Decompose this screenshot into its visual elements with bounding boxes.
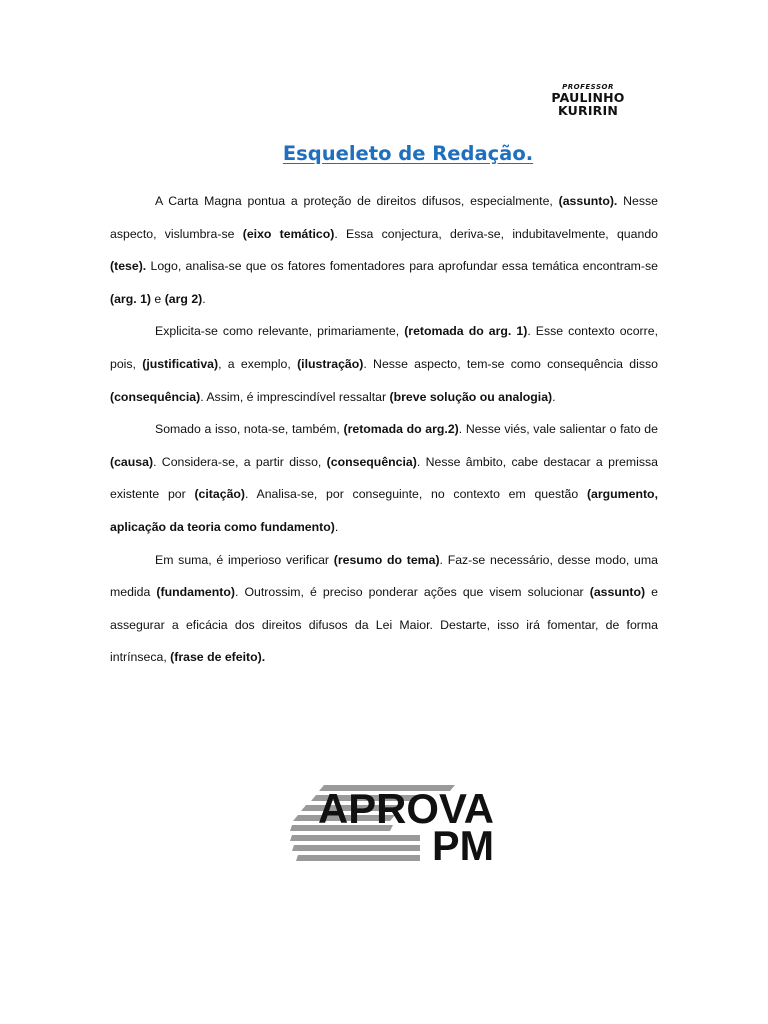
- placeholder-term: (causa): [110, 454, 154, 469]
- brand-subtitle: PROFESSOR: [562, 83, 614, 91]
- placeholder-term: (frase de efeito).: [170, 650, 266, 665]
- placeholder-term: (arg. 1): [110, 291, 151, 306]
- paragraph-text: A Carta Magna pontua a proteção de direitos difusos, especialmente,: [155, 194, 559, 208]
- paragraph-text: . Nesse âmbito, cabe destacar a premissa existente por: [110, 454, 658, 502]
- placeholder-term: (consequência): [110, 389, 201, 404]
- paragraph-text: Somado a isso, nota-se, também,: [155, 422, 344, 437]
- paragraph: [110, 315, 658, 413]
- placeholder-term: (breve solução ou analogia): [389, 389, 553, 404]
- placeholder-term: (citação): [194, 487, 246, 502]
- placeholder-term: (assunto): [589, 585, 646, 600]
- document-title: Esqueleto de Redação.: [282, 142, 534, 165]
- placeholder-term: (resumo do tema): [333, 552, 440, 567]
- paragraph-text: . Assim, é imprescindível ressaltar: [200, 389, 390, 404]
- paragraph-text: . Essa conjectura, deriva-se, indubitavelmente, quando: [334, 226, 658, 241]
- placeholder-term: (argumento, aplicação da teoria como fundamento): [110, 487, 658, 534]
- paragraph-text: Em suma, é imperioso verificar: [155, 552, 334, 567]
- logo-line2: PM: [432, 822, 494, 865]
- paragraph-text: Logo, analisa-se que os fatores fomentadores para aprofundar essa temática encontram-se: [146, 259, 658, 274]
- paragraph-text: e assegurar a eficácia dos direitos difusos da Lei Maior. Destarte, isso irá fomentar, de forma intrínseca,: [110, 585, 658, 665]
- header-brand: [530, 84, 646, 117]
- paragraph: [110, 185, 658, 315]
- paragraph-text: . Faz-se necessário, desse modo, uma medida: [110, 552, 658, 600]
- paragraph-text: .: [334, 519, 339, 534]
- aprova-pm-logo: [290, 783, 495, 865]
- placeholder-term: (retomada do arg. 1): [404, 324, 528, 339]
- placeholder-term: (justificativa): [142, 356, 219, 371]
- paragraph: [110, 544, 658, 674]
- logo-line1: APROVA: [318, 785, 494, 832]
- placeholder-term: (retomada do arg.2): [343, 422, 459, 437]
- placeholder-term: (tese).: [110, 259, 147, 274]
- paragraph-text: , a exemplo,: [218, 356, 298, 371]
- placeholder-term: (ilustração): [297, 356, 364, 371]
- paragraph-text: . Esse contexto ocorre, pois,: [110, 324, 658, 371]
- paragraph-text: .: [552, 389, 556, 404]
- paragraph-text: . Nesse aspecto, tem-se como consequência disso: [363, 356, 658, 371]
- paragraph-text: Nesse aspecto, vislumbra-se: [110, 194, 658, 241]
- placeholder-term: (arg 2): [164, 291, 203, 306]
- placeholder-term: (eixo temático): [242, 226, 335, 241]
- document-body: [110, 185, 658, 674]
- paragraph-text: . Outrossim, é preciso ponderar ações que visem solucionar: [234, 585, 590, 600]
- placeholder-term: (assunto).: [558, 194, 618, 208]
- placeholder-term: (consequência): [326, 454, 417, 469]
- placeholder-term: (fundamento): [156, 585, 235, 600]
- paragraph-text: . Analisa-se, por conseguinte, no contexto em questão: [245, 487, 587, 502]
- paragraph: [110, 413, 658, 543]
- paragraph-text: . Nesse viés, vale salientar o fato de: [458, 422, 658, 437]
- paragraph-text: .: [202, 291, 206, 306]
- paragraph-text: Explicita-se como relevante, primariamente,: [155, 324, 405, 339]
- brand-name: PAULINHO KURIRIN: [551, 90, 625, 118]
- paragraph-text: . Considera-se, a partir disso,: [153, 454, 327, 469]
- paragraph-text: e: [151, 291, 165, 306]
